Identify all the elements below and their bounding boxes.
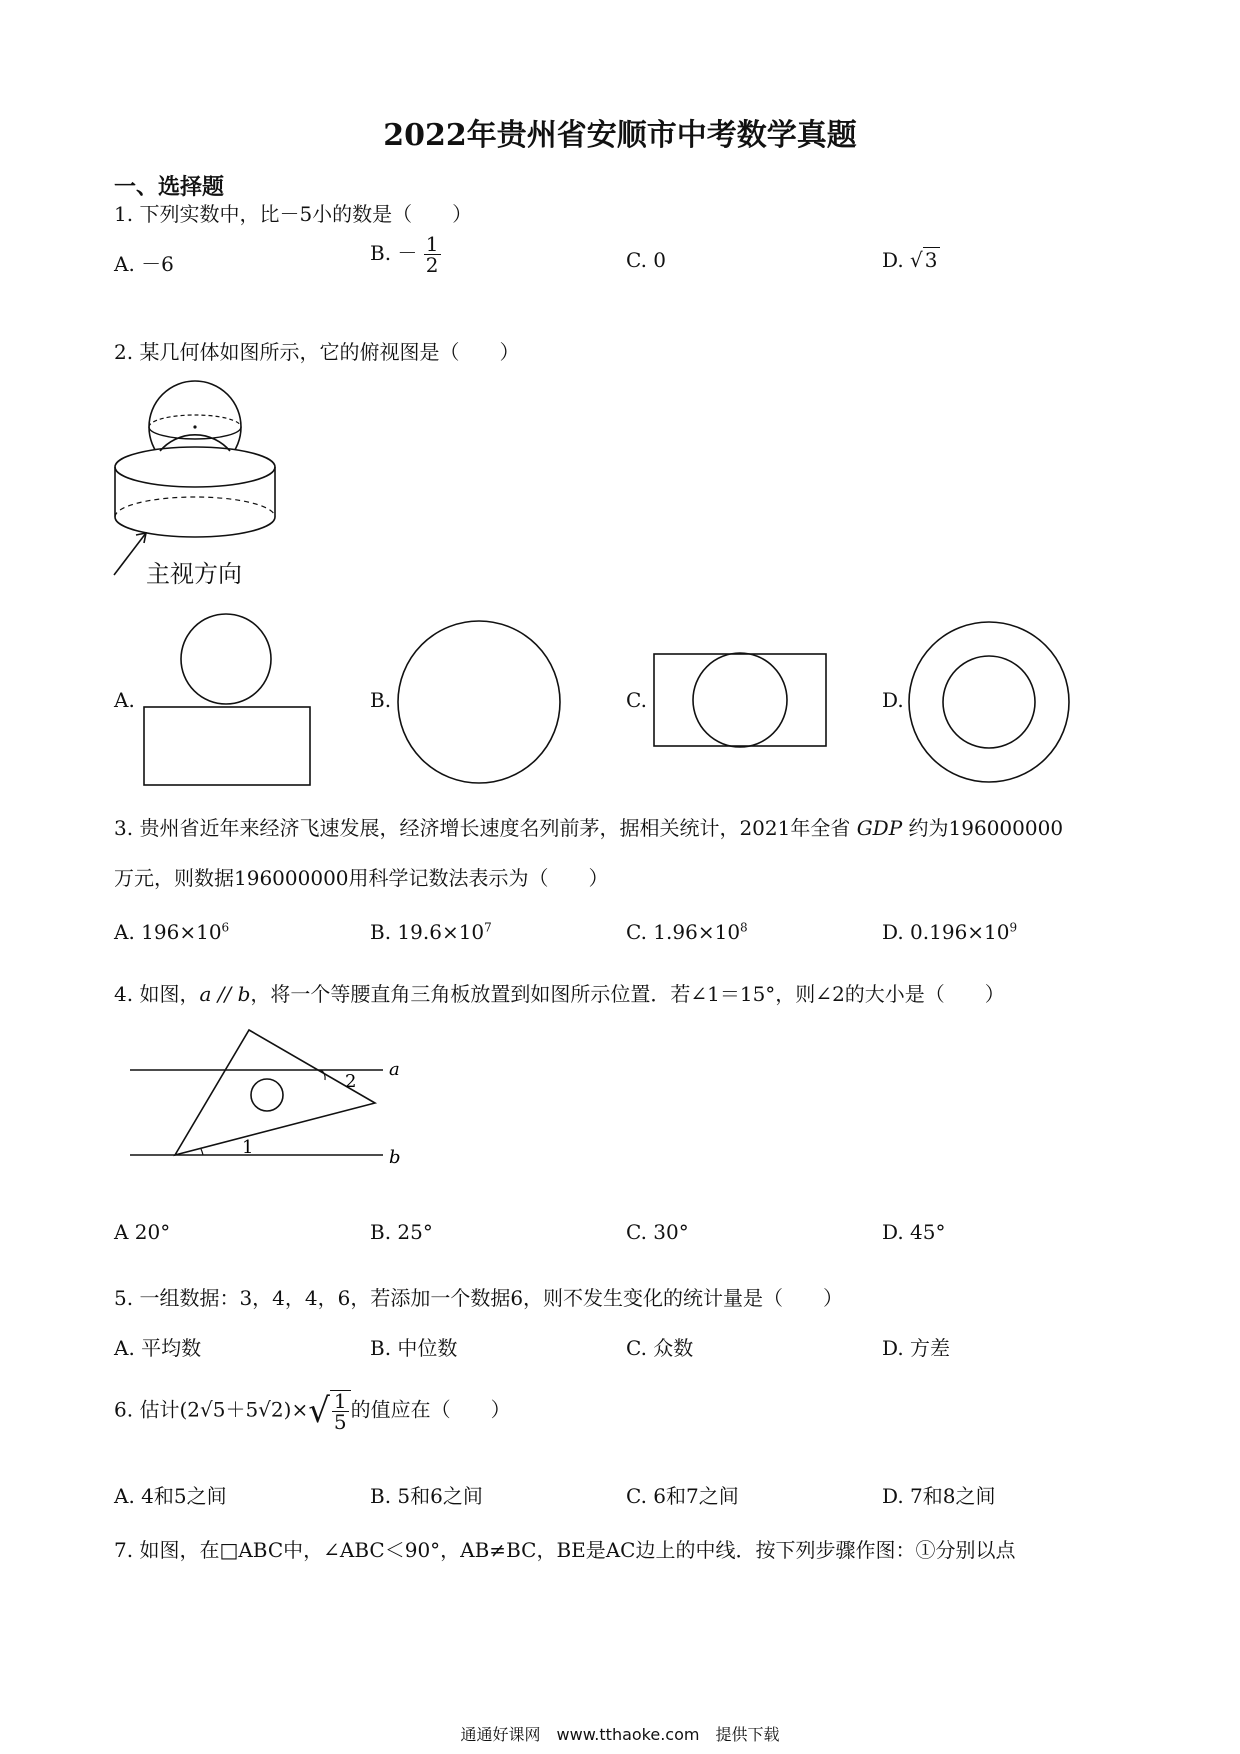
q3-option-b bbox=[370, 920, 492, 944]
page-title: 2022年贵州省安顺市中考数学真题 bbox=[383, 118, 857, 153]
q5-option-d: D. 方差 bbox=[882, 1336, 951, 1360]
q4-stem bbox=[114, 978, 1005, 1007]
q3-line2: 万元，则数据196000000用科学记数法表示为（ ） bbox=[114, 866, 609, 890]
q5-option-a: A. 平均数 bbox=[114, 1336, 202, 1360]
q7-stem: 7. 如图，在□ABC中，∠ABC＜90°，AB≠BC，BE是AC边上的中线．按下列步骤作图：①分别以点 bbox=[114, 1538, 1016, 1562]
q4-option-c: C. 30° bbox=[626, 1220, 689, 1244]
page-footer: 通通好课网 www.tthaoke.com 提供下载 bbox=[460, 1725, 780, 1744]
q6-option-d: D. 7和8之间 bbox=[882, 1484, 996, 1508]
q6-stem: 6. 估计(2√5＋5√2)×√ $\frac{1}{5}$ 的值应在（ ） bbox=[114, 1389, 511, 1434]
q4-parallel: a // b bbox=[199, 982, 251, 1006]
q5-option-b: B. 中位数 bbox=[370, 1336, 458, 1360]
q2-option-d-figure bbox=[905, 618, 1075, 788]
q4-stem-pre: 4. 如图， bbox=[114, 982, 200, 1006]
q3-option-c-exp: 8 bbox=[740, 920, 748, 935]
q3-line1-pre: 3. 贵州省近年来经济飞速发展，经济增长速度名列前茅，据相关统计，2021年全省 bbox=[114, 816, 857, 840]
q1-option-d-prefix: D. bbox=[882, 248, 911, 272]
q6-frac-num: 1 bbox=[333, 1389, 347, 1413]
q6-option-c: C. 6和7之间 bbox=[626, 1484, 739, 1508]
q4-figure bbox=[125, 1025, 415, 1175]
q1-option-b-num: 1 bbox=[425, 232, 439, 256]
section-heading: 一、选择题 bbox=[114, 174, 225, 200]
q1-option-a: A. －6 bbox=[114, 252, 174, 276]
q1-stem: 1. 下列实数中，比－5小的数是（ ） bbox=[114, 202, 473, 226]
q4-stem-post: ，将一个等腰直角三角板放置到如图所示位置．若∠1＝15°，则∠2的大小是（ ） bbox=[250, 982, 1005, 1006]
q4-label-2: 2 bbox=[345, 1071, 357, 1092]
q2-option-b-figure bbox=[395, 618, 565, 788]
q3-line1 bbox=[114, 812, 1063, 841]
q6-option-b: B. 5和6之间 bbox=[370, 1484, 483, 1508]
q5-stem: 5. 一组数据：3，4，4，6，若添加一个数据6，则不发生变化的统计量是（ ） bbox=[114, 1286, 844, 1310]
q4-label-a: a bbox=[389, 1059, 400, 1080]
q4-option-a: A 20° bbox=[114, 1220, 171, 1244]
q3-gdp: GDP bbox=[856, 816, 903, 840]
q4-option-b: B. 25° bbox=[370, 1220, 433, 1244]
q2-option-a-figure bbox=[140, 612, 315, 787]
q2-option-a: A. bbox=[114, 688, 135, 712]
q1-option-d: D. √ 3 bbox=[882, 248, 938, 272]
q1-option-c: C. 0 bbox=[626, 248, 667, 272]
q1-option-b-prefix: B. － bbox=[370, 241, 418, 265]
q1-option-b-den: 2 bbox=[425, 253, 439, 277]
q3-option-d-exp: 9 bbox=[1009, 920, 1018, 935]
q6-frac-den: 5 bbox=[333, 1410, 347, 1434]
q3-option-c bbox=[626, 920, 748, 944]
q1-option-b-fraction bbox=[424, 234, 441, 275]
q3-option-a bbox=[114, 920, 229, 944]
q3-option-b-exp: 7 bbox=[484, 920, 492, 935]
q2-option-c: C. bbox=[626, 688, 647, 712]
q6-option-a: A. 4和5之间 bbox=[114, 1484, 227, 1508]
q6-expression: (2√5＋5√2)× bbox=[179, 1397, 309, 1422]
q1-option-b bbox=[370, 234, 441, 275]
q2-option-c-figure bbox=[652, 652, 832, 752]
q3-option-c-base: C. 1.96×10 bbox=[626, 920, 741, 944]
q4-label-1: 1 bbox=[242, 1137, 254, 1158]
q3-line1-post: 约为196000000 bbox=[902, 816, 1064, 840]
q3-option-b-base: B. 19.6×10 bbox=[370, 920, 485, 944]
q2-stem: 2. 某几何体如图所示，它的俯视图是（ ） bbox=[114, 340, 520, 364]
q6-stem-pre: 6. 估计 bbox=[114, 1397, 180, 1422]
q1-option-d-root: 3 bbox=[924, 248, 938, 272]
q3-option-d-base: D. 0.196×10 bbox=[882, 920, 1010, 944]
q4-option-d: D. 45° bbox=[882, 1220, 946, 1244]
q5-option-c: C. 众数 bbox=[626, 1336, 694, 1360]
q2-option-d: D. bbox=[882, 688, 904, 712]
q3-option-a-base: A. 196×10 bbox=[114, 920, 222, 944]
q6-fraction bbox=[330, 1390, 351, 1432]
q2-view-direction-label: 主视方向 bbox=[146, 560, 242, 588]
q6-stem-post: 的值应在（ ） bbox=[350, 1397, 511, 1422]
q3-option-a-exp: 6 bbox=[221, 920, 230, 935]
q2-option-b: B. bbox=[370, 688, 392, 712]
q4-label-b: b bbox=[389, 1147, 401, 1168]
q3-option-d bbox=[882, 920, 1017, 944]
